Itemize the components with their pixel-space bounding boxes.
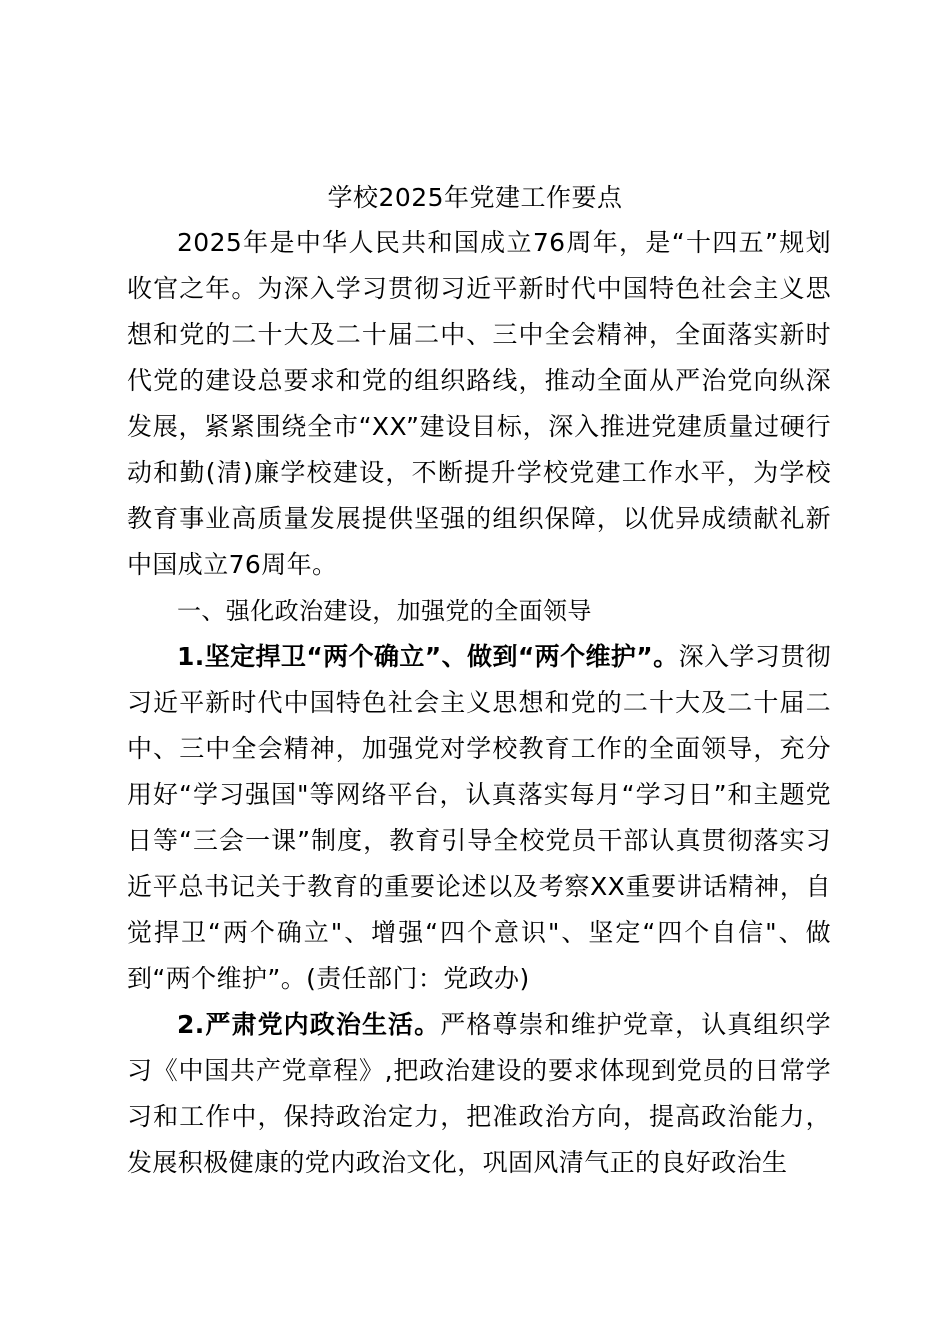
item-title-2: 2.严肃党内政治生活。 bbox=[177, 1010, 441, 1039]
document-body bbox=[127, 220, 831, 1186]
item-text-1: 深入学习贯彻习近平新时代中国特色社会主义思想和党的二十大及二十届二中、三中全会精神，加强党对学校教育工作的全面领导，充分用好“学习强国"等网络平台，认真落实每月“学习日”和主题党日等“三会一课”制度，教育引导全校党员干部认真贯彻落实习近平总书记关于教育的重要论述以及考察XX重要讲话精神，自觉捍卫“两个确立"、增强“四个意识"、坚定“四个自信"、做到“两个维护”。(责任部门：党政办) bbox=[127, 642, 831, 993]
item-text-2: 严格尊崇和维护党章，认真组织学习《中国共产党章程》,把政治建设的要求体现到党员的日常学习和工作中，保持政治定力，把准政治方向，提高政治能力，发展积极健康的党内政治文化，巩固风清气正的良好政治生 bbox=[127, 1010, 831, 1177]
item-paragraph-2 bbox=[127, 1002, 831, 1186]
section-heading: 一、强化政治建设，加强党的全面领导 bbox=[177, 597, 592, 625]
document-title: 学校2025年党建工作要点 bbox=[327, 183, 623, 212]
item-paragraph-1 bbox=[127, 634, 831, 1002]
item-title-1: 1.坚定捍卫“两个确立”、做到“两个维护”。 bbox=[177, 642, 679, 671]
intro-paragraph: 2025年是中华人民共和国成立76周年，是“十四五”规划收官之年。为深入学习贯彻习近平新时代中国特色社会主义思想和党的二十大及二十届二中、三中全会精神，全面落实新时代党的建设总要求和党的组织路线，推动全面从严治党向纵深发展，紧紧围绕全市“XX”建设目标，深入推进党建质量过硬行动和勤(清)廉学校建设，不断提升学校党建工作水平，为学校教育事业高质量发展提供坚强的组织保障，以优异成绩献礼新中国成立76周年。 bbox=[127, 228, 831, 579]
